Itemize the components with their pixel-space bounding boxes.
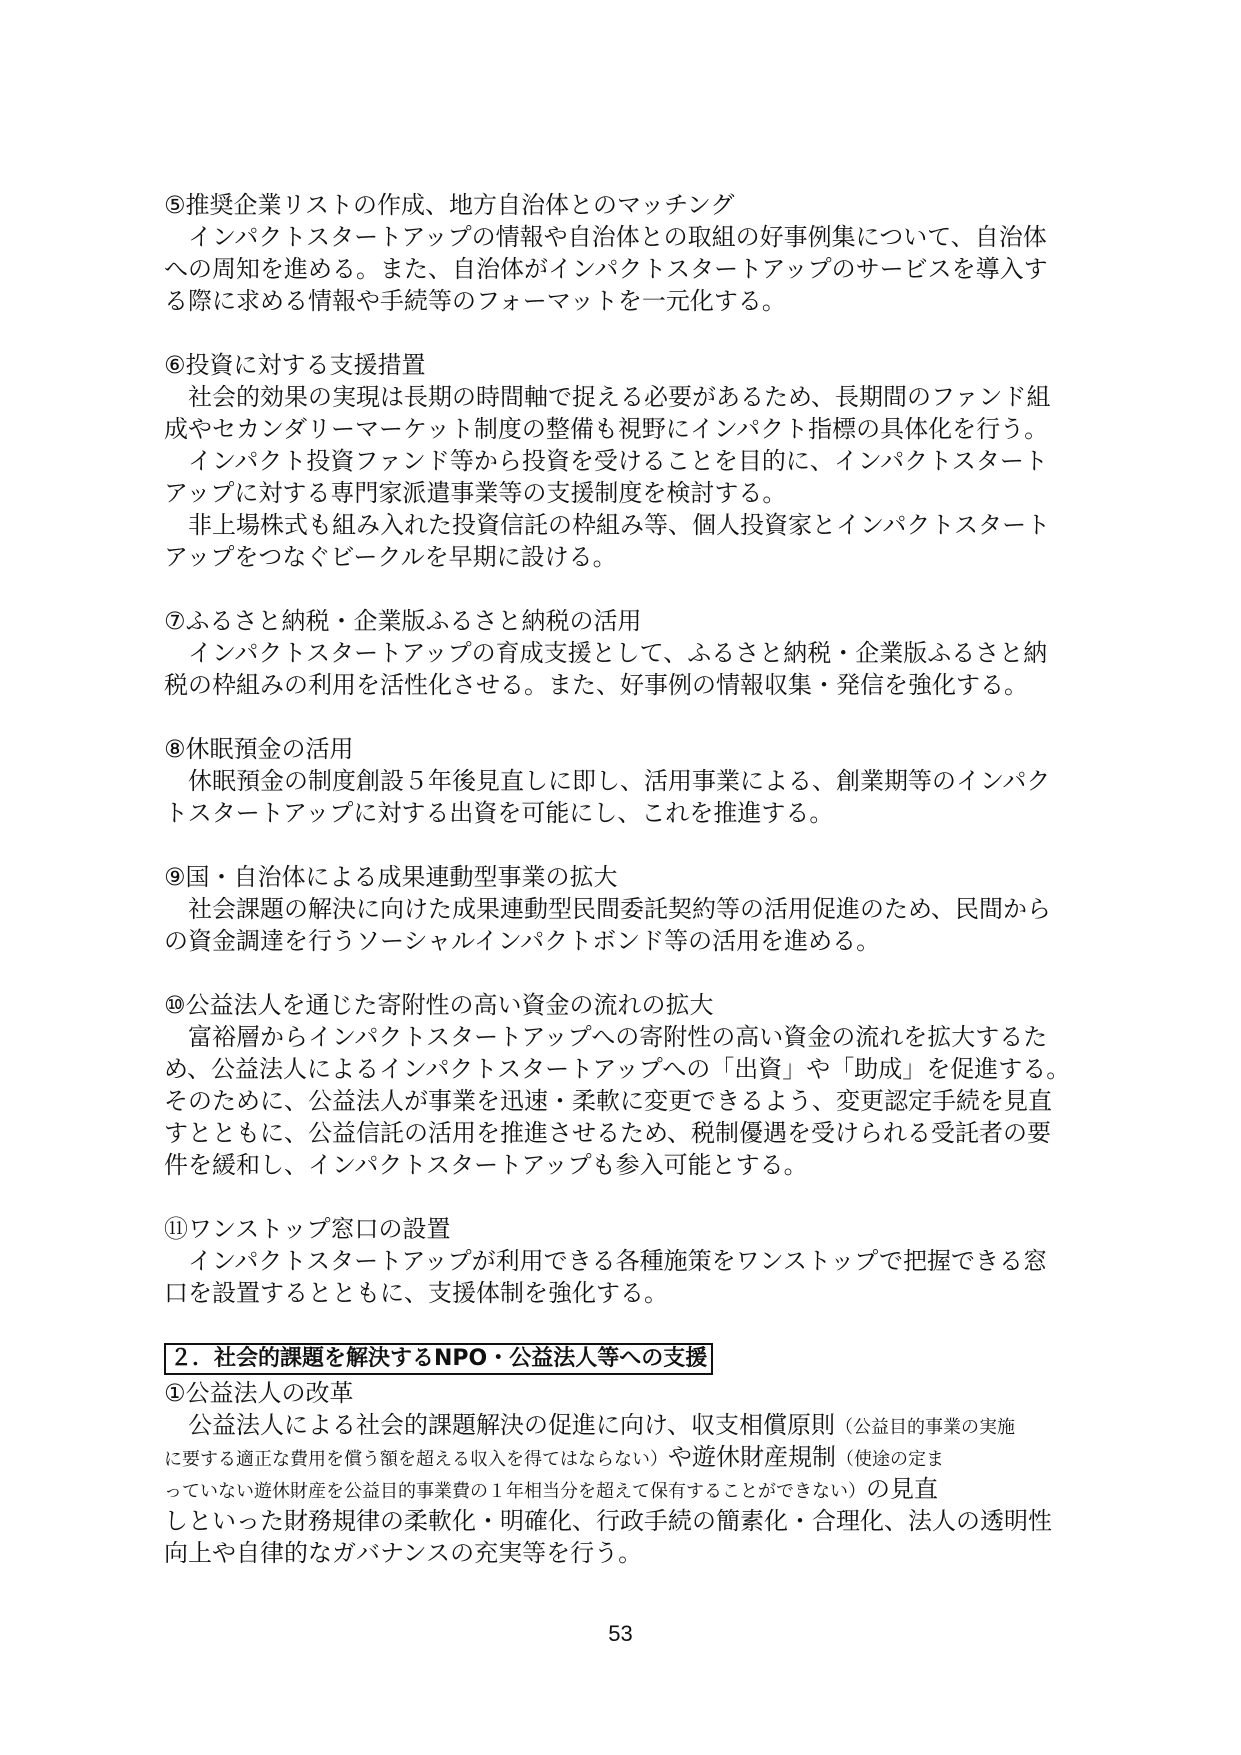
paragraph-line: 休眠預金の制度創設５年後見直しに即し、活用事業による、創業期等のインパク: [164, 767, 1051, 795]
paragraph-line: インパクトスタートアップの情報や自治体との取組の好事例集について、自治体: [164, 223, 1047, 251]
parenthetical-note: （使途の定ま: [836, 1449, 944, 1470]
paragraph-line: 税の枠組みの利用を活性化させる。また、好事例の情報収集・発信を強化する。: [164, 671, 1028, 699]
paragraph-line: [164, 1409, 1124, 1441]
paragraph-line: しといった財務規律の柔軟化・明確化、行政手続の簡素化・合理化、法人の透明性: [164, 1507, 1052, 1535]
paragraph-line: への周知を進める。また、自治体がインパクトスタートアップのサービスを導入す: [164, 255, 1048, 283]
subsection-title: ①公益法人の改革: [164, 1379, 354, 1407]
section-title-8: ⑧休眠預金の活用: [164, 735, 354, 763]
paragraph-text: 公益法人による社会的課題解決の促進に向け、収支相償原則: [164, 1411, 836, 1439]
paragraph-line: アップに対する専門家派遣事業等の支援制度を検討する。: [164, 479, 787, 507]
section-2-heading: ２．社会的課題を解決するNPO・公益法人等への支援: [164, 1343, 713, 1375]
paragraph-line: [164, 1441, 1124, 1473]
parenthetical-note: に要する適正な費用を償う額を超える収入を得てはならない）: [164, 1449, 668, 1470]
paragraph-line: る際に求める情報や手続等のフォーマットを一元化する。: [164, 287, 786, 315]
paragraph-line: の資金調達を行うソーシャルインパクトボンド等の活用を進める。: [164, 927, 881, 955]
paragraph-line: トスタートアップに対する出資を可能にし、これを推進する。: [164, 799, 834, 827]
paragraph-line: 成やセカンダリーマーケット制度の整備も視野にインパクト指標の具体化を行う。: [164, 415, 1049, 443]
paragraph-line: 件を緩和し、インパクトスタートアップも参入可能とする。: [164, 1151, 808, 1179]
paragraph-line: [164, 1473, 1124, 1505]
paragraph-line: インパクトスタートアップの育成支援として、ふるさと納税・企業版ふるさと納: [164, 639, 1048, 667]
paragraph-line: 非上場株式も組み入れた投資信託の枠組み等、個人投資家とインパクトスタート: [164, 511, 1051, 539]
section-title-10: ⑩公益法人を通じた寄附性の高い資金の流れの拡大: [164, 991, 714, 1019]
paragraph-line: 口を設置するとともに、支援体制を強化する。: [164, 1279, 668, 1307]
paragraph-line: インパクト投資ファンド等から投資を受けることを目的に、インパクトスタート: [164, 447, 1048, 475]
page-number: 53: [608, 1621, 633, 1646]
section-title-7: ⑦ふるさと納税・企業版ふるさと納税の活用: [164, 607, 642, 635]
paragraph-line: そのために、公益法人が事業を迅速・柔軟に変更できるよう、変更認定手続を見直: [164, 1087, 1052, 1115]
paragraph-line: 社会課題の解決に向けた成果連動型民間委託契約等の活用促進のため、民間から: [164, 895, 1052, 923]
section-title-5: ⑤推奨企業リストの作成、地方自治体とのマッチング: [164, 191, 735, 219]
parenthetical-note: （公益目的事業の実施: [835, 1417, 1016, 1438]
paragraph-line: 富裕層からインパクトスタートアップへの寄附性の高い資金の流れを拡大するた: [164, 1023, 1048, 1051]
paragraph-line: 社会的効果の実現は長期の時間軸で捉える必要があるため、長期間のファンド組: [164, 383, 1051, 411]
paragraph-line: インパクトスタートアップが利用できる各種施策をワンストップで把握できる窓: [164, 1247, 1047, 1275]
paragraph-line: 向上や自律的なガバナンスの充実等を行う。: [164, 1539, 643, 1567]
document-body: [164, 189, 1124, 1569]
paragraph-line: すとともに、公益信託の活用を推進させるため、税制優遇を受けられる受託者の要: [164, 1119, 1052, 1147]
section-title-11: ⑪ワンストップ窓口の設置: [164, 1215, 451, 1243]
paragraph-text: や遊休財産規制: [668, 1443, 836, 1471]
section-title-9: ⑨国・自治体による成果連動型事業の拡大: [164, 863, 618, 891]
paragraph-line: アップをつなぐビークルを早期に設ける。: [164, 543, 617, 571]
paragraph-line: め、公益法人によるインパクトスタートアップへの「出資」や「助成」を促進する。: [164, 1055, 1071, 1083]
paragraph-text: の見直: [866, 1475, 938, 1503]
parenthetical-note: っていない遊休財産を公益目的事業費の１年相当分を超えて保有することができない）: [164, 1481, 866, 1502]
section-title-6: ⑥投資に対する支援措置: [164, 351, 426, 379]
